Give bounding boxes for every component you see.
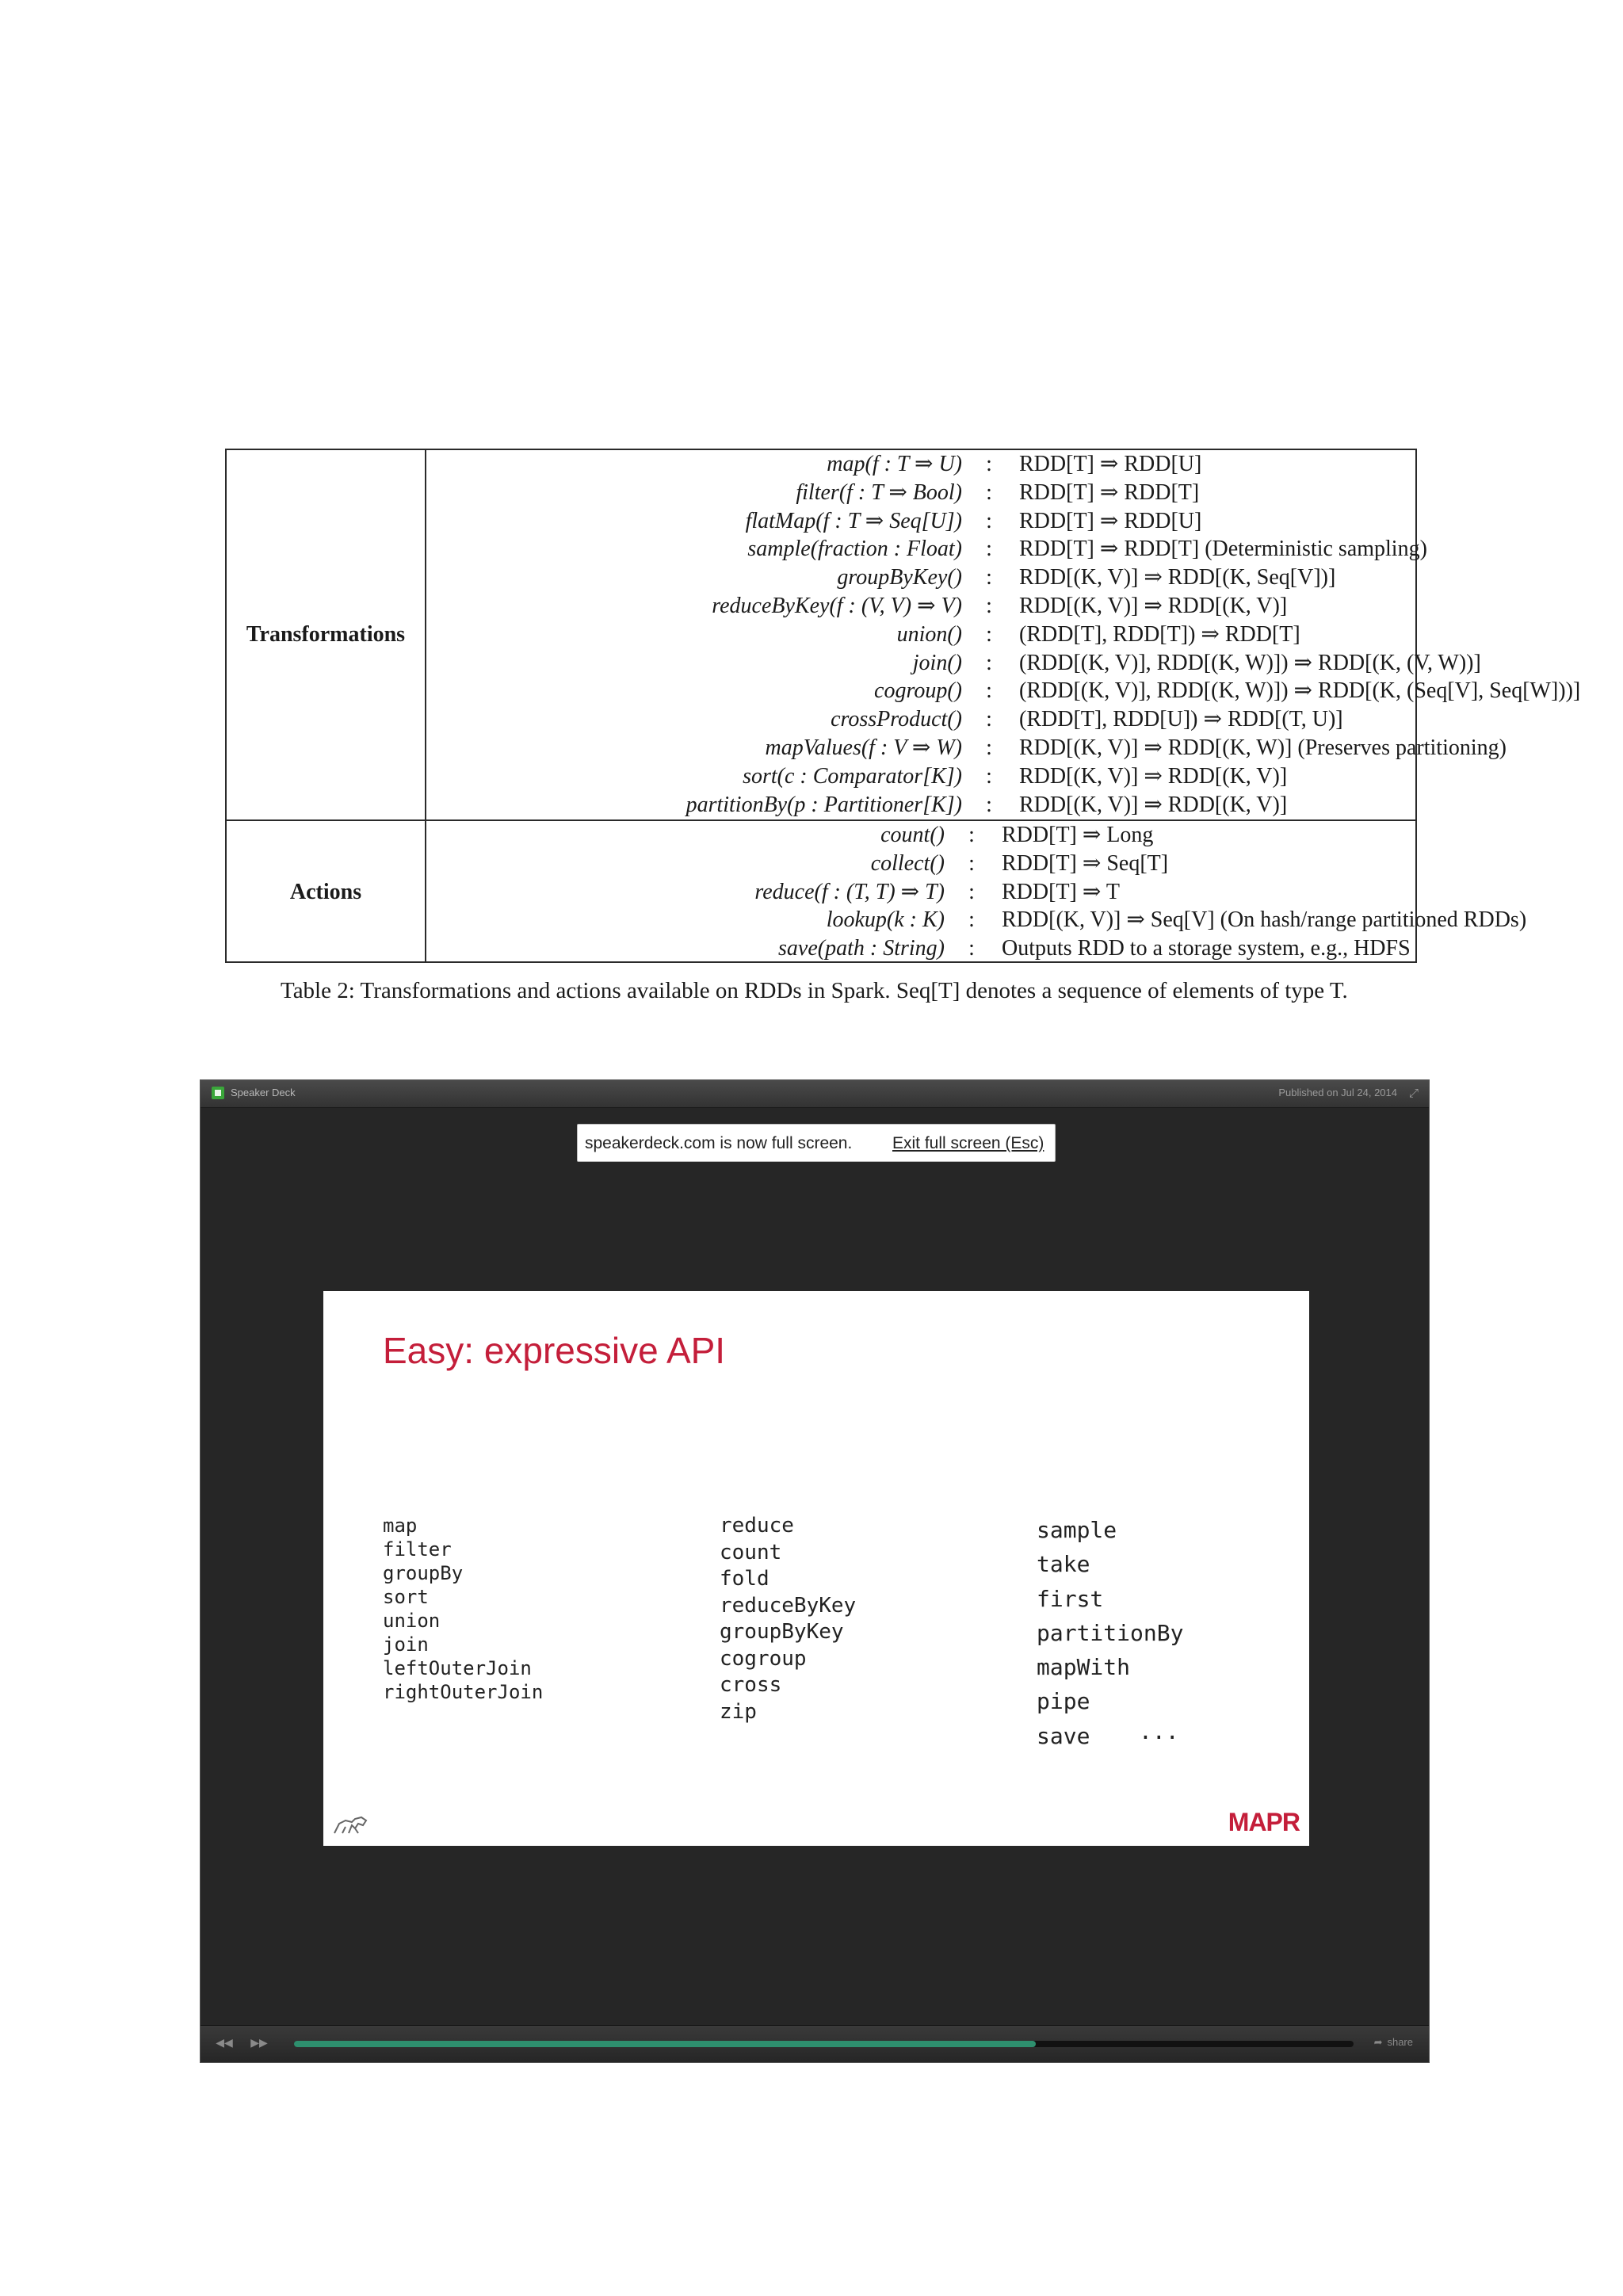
operation-type: RDD[T] ⇒ Seq[T] — [1002, 850, 1169, 876]
operation-params: (p : Partitioner[K]) — [787, 792, 962, 817]
slide-title: Easy: expressive API — [383, 1330, 726, 1371]
type-separator: : — [968, 850, 975, 876]
elephant-logo-icon — [331, 1811, 369, 1836]
operation-name: mapValues — [765, 735, 861, 760]
operation-name: reduce — [754, 879, 815, 904]
rewind-icon[interactable]: ◀◀ — [216, 2037, 233, 2050]
transformations-row — [426, 535, 1427, 563]
operation-name: reduceByKey — [712, 594, 830, 618]
operation-type: Outputs RDD to a storage system, e.g., HDFS — [1002, 936, 1411, 961]
operation-type: (RDD[(K, V)], RDD[(K, W)]) ⇒ RDD[(K, (Seq[V], Seq[W]))] — [1019, 678, 1581, 704]
api-item: filter — [383, 1538, 452, 1561]
type-separator: : — [968, 823, 975, 847]
operation-signature — [426, 592, 962, 621]
operation-name: crossProduct — [831, 707, 948, 732]
actions-row — [426, 821, 1415, 850]
operation-type: (RDD[T], RDD[T]) ⇒ RDD[T] — [1019, 621, 1300, 647]
type-separator: : — [986, 565, 992, 590]
operation-signature — [426, 850, 945, 878]
api-item: union — [383, 1610, 441, 1632]
type-separator: : — [968, 879, 975, 904]
operation-params: (path : String) — [817, 936, 945, 961]
operation-name: cogroup — [874, 678, 948, 704]
api-item: count — [720, 1540, 782, 1564]
operation-type: RDD[(K, V)] ⇒ Seq[V] (On hash/range partitioned RDDs) — [1002, 907, 1527, 933]
transformations-row — [426, 479, 1415, 507]
operation-signature — [426, 563, 962, 592]
operation-signature — [426, 762, 962, 791]
type-separator: : — [986, 594, 992, 618]
type-separator: : — [986, 650, 992, 675]
operation-name: groupByKey — [837, 565, 948, 590]
operation-signature — [426, 906, 945, 934]
api-item: first — [1037, 1585, 1104, 1612]
api-item: sample — [1037, 1517, 1117, 1543]
operation-params: () — [947, 707, 962, 732]
operation-params: () — [930, 850, 945, 876]
operation-type: RDD[T] ⇒ RDD[U] — [1019, 508, 1202, 533]
operation-signature — [426, 450, 962, 479]
operation-signature — [426, 621, 962, 649]
operation-params: () — [930, 823, 945, 847]
transformations-row — [426, 705, 1415, 734]
actions-row — [426, 906, 1527, 934]
api-item: groupByKey — [720, 1620, 844, 1644]
progress-bar[interactable] — [294, 2041, 1354, 2047]
transformations-row — [426, 649, 1481, 678]
operation-name: join — [912, 650, 948, 675]
type-separator: : — [968, 936, 975, 961]
operation-signature — [426, 705, 962, 734]
operation-signature — [426, 507, 962, 536]
operation-type: RDD[T] ⇒ Long — [1002, 823, 1154, 847]
operation-name: save — [778, 936, 818, 961]
transformations-label: Transformations — [227, 450, 426, 819]
operation-params: (f : T ⇒ Seq[U]) — [815, 508, 962, 533]
exit-fullscreen-link[interactable]: Exit full screen (Esc) — [892, 1134, 1044, 1152]
type-separator: : — [968, 907, 975, 933]
api-column-3 — [1037, 1513, 1183, 1753]
operation-type: RDD[T] ⇒ RDD[U] — [1019, 452, 1202, 476]
type-separator: : — [986, 792, 992, 817]
operation-name: sort — [743, 763, 777, 789]
operation-params: (f : (T, T) ⇒ T) — [814, 879, 945, 904]
share-button[interactable] — [1374, 2036, 1413, 2049]
operation-type: (RDD[T], RDD[U]) ⇒ RDD[(T, U)] — [1019, 707, 1343, 732]
operation-name: collect — [870, 850, 930, 876]
operation-name: partitionBy — [685, 792, 788, 817]
operation-type: RDD[T] ⇒ RDD[T] (Deterministic sampling) — [1019, 537, 1427, 562]
operation-params: (fraction : Float) — [810, 537, 962, 562]
api-item: leftOuterJoin — [383, 1657, 532, 1679]
transformations-row — [426, 507, 1415, 536]
operation-params: (k : K) — [886, 907, 945, 933]
transformations-row — [426, 734, 1507, 762]
type-separator: : — [986, 452, 992, 476]
transformations-row — [426, 592, 1415, 621]
transformations-row — [426, 762, 1415, 791]
speakerdeck-logo-icon[interactable] — [212, 1087, 224, 1099]
operation-type: RDD[T] ⇒ RDD[T] — [1019, 479, 1200, 505]
api-item: map — [383, 1515, 418, 1537]
api-item: mapWith — [1037, 1654, 1131, 1681]
published-date: Published on Jul 24, 2014 — [1278, 1087, 1397, 1098]
expand-icon[interactable]: ⤢ — [1408, 1086, 1419, 1100]
transformations-section — [227, 450, 1581, 821]
operation-params: () — [947, 650, 962, 675]
operation-type: RDD[(K, V)] ⇒ RDD[(K, Seq[V])] — [1019, 565, 1336, 590]
actions-row — [426, 850, 1415, 878]
api-item: fold — [720, 1567, 769, 1591]
api-item: pipe — [1037, 1688, 1090, 1715]
operation-signature — [426, 479, 962, 507]
type-separator: : — [986, 678, 992, 704]
operation-name: flatMap — [745, 508, 816, 533]
type-separator: : — [986, 763, 992, 789]
operation-params: (f : T ⇒ U) — [865, 452, 962, 476]
operation-signature — [426, 791, 962, 819]
type-separator: : — [986, 537, 992, 562]
actions-row — [426, 934, 1415, 963]
actions-row — [426, 878, 1415, 907]
api-item: cross — [720, 1673, 782, 1697]
operation-signature — [426, 878, 945, 907]
api-item: reduce — [720, 1514, 794, 1538]
fast-forward-icon[interactable]: ▶▶ — [250, 2037, 268, 2050]
progress-fill — [294, 2041, 1036, 2047]
operation-signature — [426, 535, 962, 563]
api-item: zip — [720, 1699, 757, 1724]
operation-params: () — [947, 678, 962, 704]
type-separator: : — [986, 508, 992, 533]
speakerdeck-screenshot — [200, 1079, 1430, 2063]
speakerdeck-controls — [200, 2025, 1429, 2062]
transformations-row — [426, 791, 1415, 819]
api-item: partitionBy — [1037, 1619, 1184, 1646]
transformations-row — [426, 677, 1581, 705]
speakerdeck-brand[interactable]: Speaker Deck — [231, 1087, 296, 1098]
share-label: share — [1387, 2036, 1413, 2048]
operation-type: RDD[T] ⇒ T — [1002, 879, 1120, 904]
operation-name: filter — [796, 479, 839, 505]
api-item: sort — [383, 1586, 429, 1608]
fullscreen-message: speakerdeck.com is now full screen. — [585, 1134, 853, 1152]
type-separator: : — [986, 735, 992, 760]
operation-type: (RDD[(K, V)], RDD[(K, W)]) ⇒ RDD[(K, (V, W))] — [1019, 650, 1481, 675]
operation-params: (f : V ⇒ W) — [861, 735, 962, 760]
operation-name: map — [827, 452, 865, 476]
operation-signature — [426, 677, 962, 705]
type-separator: : — [986, 479, 992, 505]
transformations-row — [426, 563, 1415, 592]
operation-params: (c : Comparator[K]) — [777, 763, 962, 789]
api-item: rightOuterJoin — [383, 1681, 544, 1703]
operation-signature — [426, 649, 962, 678]
operation-type: RDD[(K, V)] ⇒ RDD[(K, V)] — [1019, 594, 1288, 618]
operation-params: (f : (V, V) ⇒ V) — [829, 594, 962, 618]
operation-signature — [426, 934, 945, 963]
api-item: join — [383, 1633, 429, 1656]
operation-signature — [426, 821, 945, 850]
operation-name: sample — [747, 537, 811, 562]
operation-params: (f : T ⇒ Bool) — [838, 479, 962, 505]
api-column-1 — [383, 1514, 543, 1704]
operation-params: () — [947, 621, 962, 647]
type-separator: : — [986, 621, 992, 647]
api-item: save — [1037, 1722, 1090, 1749]
share-icon: ➦ — [1373, 2037, 1383, 2049]
operation-type: RDD[(K, V)] ⇒ RDD[(K, W)] (Preserves partitioning) — [1019, 735, 1507, 760]
transformations-row — [426, 450, 1415, 479]
operation-signature — [426, 734, 962, 762]
table-caption: Table 2: Transformations and actions available on RDDs in Spark. Seq[T] denotes a sequence of elements of type T. — [281, 978, 1348, 1003]
operation-type: RDD[(K, V)] ⇒ RDD[(K, V)] — [1019, 792, 1288, 817]
speakerdeck-top-bar — [200, 1080, 1429, 1108]
api-item: cogroup — [720, 1646, 807, 1671]
slide — [323, 1291, 1309, 1846]
mapr-logo: MAPR — [1228, 1808, 1300, 1836]
type-separator: : — [986, 707, 992, 732]
actions-section — [227, 821, 1527, 963]
transformations-row — [426, 621, 1415, 649]
operation-name: lookup — [826, 907, 887, 933]
operation-name: union — [896, 621, 948, 647]
api-item: groupBy — [383, 1562, 464, 1584]
operation-name: count — [880, 823, 930, 847]
api-ellipsis: ... — [1139, 1718, 1179, 1744]
api-item: take — [1037, 1551, 1090, 1578]
api-item: reduceByKey — [720, 1593, 857, 1618]
api-column-2 — [720, 1513, 856, 1725]
rdd-operations-table — [225, 449, 1581, 963]
actions-label: Actions — [227, 821, 426, 963]
operation-type: RDD[(K, V)] ⇒ RDD[(K, V)] — [1019, 763, 1288, 789]
fullscreen-notice — [577, 1124, 1056, 1162]
operation-params: () — [947, 565, 962, 590]
